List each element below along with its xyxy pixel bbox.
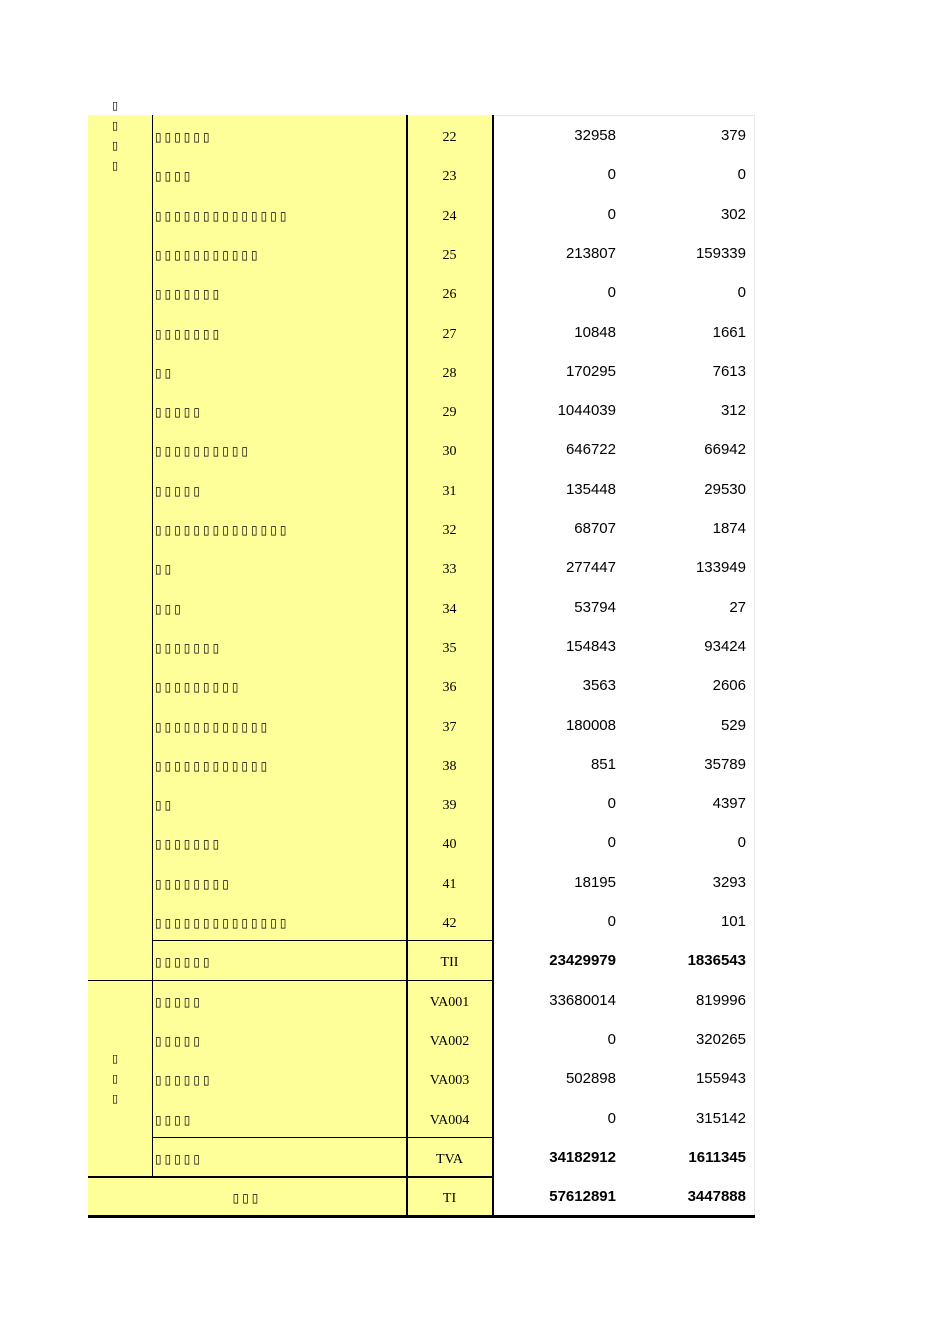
row-label: ▯▯▯▯▯▯▯▯ xyxy=(155,876,232,891)
row-value-col2: 0 xyxy=(737,834,746,852)
row-value-col2: 320265 xyxy=(695,1030,746,1048)
row-label: ▯▯ xyxy=(155,562,175,577)
row-code: 38 xyxy=(442,758,457,774)
rule-code-left xyxy=(406,115,408,1216)
row-value-col2: 529 xyxy=(720,716,746,734)
row-label: ▯▯▯▯▯ xyxy=(155,1151,204,1166)
row-value-col1: 0 xyxy=(607,834,616,852)
row-value-col2: 2606 xyxy=(712,677,746,695)
row-value-col1: 0 xyxy=(607,1030,616,1048)
row-value-col1: 0 xyxy=(607,1109,616,1127)
row-value-col1: 53794 xyxy=(574,598,616,616)
row-code: 42 xyxy=(442,916,457,931)
row-label: ▯▯▯▯▯▯▯▯▯▯ xyxy=(155,444,252,459)
row-value-col2: 133949 xyxy=(695,559,746,577)
row-value-col1: 135448 xyxy=(565,480,616,498)
row-value-col2: 66942 xyxy=(704,441,746,459)
row-value-col1: 34182912 xyxy=(549,1148,616,1166)
row-value-col1: 0 xyxy=(607,284,616,302)
row-value-col1: 851 xyxy=(590,755,616,773)
row-value-col2: 1611345 xyxy=(688,1148,746,1166)
row-value-col2: 1874 xyxy=(712,520,746,537)
row-code: 23 xyxy=(442,169,457,185)
row-value-col2: 379 xyxy=(720,127,746,144)
row-label: ▯▯▯▯ xyxy=(155,1112,194,1127)
row-label: ▯▯▯▯▯▯▯▯▯ xyxy=(155,680,242,695)
row-label: ▯▯▯ xyxy=(155,601,184,616)
row-value-col1: 1044039 xyxy=(557,402,616,420)
row-value-col2: 0 xyxy=(737,284,746,302)
rule-label-left xyxy=(152,115,153,1177)
row-value-col1: 0 xyxy=(607,166,616,184)
row-value-col1: 10848 xyxy=(574,323,616,341)
row-value-col2: 3293 xyxy=(712,873,746,891)
row-value-col1: 502898 xyxy=(565,1070,616,1088)
rule-data-left xyxy=(492,115,494,1216)
row-code: 34 xyxy=(442,601,457,617)
value-added-section-char-1: ▯ xyxy=(111,1052,119,1065)
row-label: ▯▯▯▯▯▯▯ xyxy=(155,326,223,341)
row-code: TII xyxy=(440,955,459,971)
intermediate-section-char-3: ▯ xyxy=(111,159,119,172)
rule-va-top xyxy=(88,980,493,981)
row-value-col2: 155943 xyxy=(695,1070,746,1088)
row-code: 29 xyxy=(442,405,457,421)
row-code: VA001 xyxy=(429,994,470,1010)
row-value-col1: 0 xyxy=(607,205,616,223)
row-label: ▯▯▯▯▯ xyxy=(155,405,204,420)
row-value-col2: 819996 xyxy=(695,991,746,1009)
row-label: ▯▯▯▯▯▯▯ xyxy=(155,837,223,852)
row-label: ▯▯▯▯▯▯ xyxy=(155,1073,213,1088)
row-label: ▯▯▯▯▯▯▯▯▯▯▯▯▯▯ xyxy=(155,208,290,223)
row-code: 31 xyxy=(442,483,457,499)
row-code: 39 xyxy=(442,798,457,814)
row-value-col2: 93424 xyxy=(704,637,746,655)
row-value-col1: 154843 xyxy=(565,637,616,655)
row-code: 30 xyxy=(442,444,457,460)
row-value-col1: 68707 xyxy=(574,520,616,537)
row-value-col1: 23429979 xyxy=(549,952,616,970)
rule-tii-top xyxy=(152,940,493,941)
row-value-col1: 277447 xyxy=(565,559,616,577)
section-label-column xyxy=(88,115,152,1177)
row-value-col2: 0 xyxy=(737,166,746,184)
row-value-col2: 1661 xyxy=(712,323,746,341)
row-value-col1: 3563 xyxy=(582,677,616,695)
rule-data-right-faint xyxy=(754,115,755,1215)
row-label: ▯▯▯ xyxy=(232,1191,262,1206)
row-label: ▯▯▯▯▯▯ xyxy=(155,130,213,144)
row-code: TVA xyxy=(436,1151,463,1167)
row-label: ▯▯ xyxy=(155,798,175,813)
row-value-col2: 159339 xyxy=(695,244,746,262)
row-label: ▯▯▯▯▯▯▯▯▯▯▯▯ xyxy=(155,758,271,773)
row-value-col1: 57612891 xyxy=(549,1188,616,1206)
row-code: 36 xyxy=(442,680,457,696)
row-code: VA003 xyxy=(429,1073,470,1089)
row-value-col2: 1836543 xyxy=(687,952,746,970)
row-code: 28 xyxy=(442,365,457,381)
row-value-col2: 29530 xyxy=(704,480,746,498)
row-label: ▯▯▯▯▯▯▯ xyxy=(155,287,223,302)
row-value-col2: 3447888 xyxy=(687,1188,746,1206)
intermediate-section-char-2: ▯ xyxy=(111,139,119,152)
row-value-col1: 0 xyxy=(607,795,616,813)
row-value-col1: 180008 xyxy=(565,716,616,734)
row-code: 24 xyxy=(442,208,457,224)
value-added-section-char-3: ▯ xyxy=(111,1092,119,1105)
row-value-col1: 18195 xyxy=(574,873,616,891)
sheet-top-char: ▯ xyxy=(111,99,119,112)
row-code: 32 xyxy=(442,523,457,538)
row-value-col1: 33680014 xyxy=(549,991,616,1009)
row-value-col1: 32958 xyxy=(574,127,616,144)
row-code: 40 xyxy=(442,837,457,853)
row-label: ▯▯▯▯▯▯▯ xyxy=(155,640,223,655)
row-label: ▯▯▯▯▯ xyxy=(155,483,204,498)
row-label: ▯▯▯▯▯ xyxy=(155,1033,204,1048)
row-value-col2: 312 xyxy=(720,402,746,420)
row-code: 35 xyxy=(442,640,457,656)
row-value-col2: 27 xyxy=(729,598,746,616)
row-code: 22 xyxy=(442,130,457,145)
rule-ti-top xyxy=(88,1176,493,1178)
row-code: 41 xyxy=(442,876,457,892)
rule-data-top-faint xyxy=(494,115,755,116)
row-value-col2: 7613 xyxy=(712,362,746,380)
row-label: ▯▯ xyxy=(155,365,175,380)
row-label: ▯▯▯▯▯ xyxy=(155,994,204,1009)
row-label: ▯▯▯▯ xyxy=(155,169,194,184)
row-label: ▯▯▯▯▯▯▯▯▯▯▯ xyxy=(155,247,261,262)
row-value-col2: 315142 xyxy=(695,1109,746,1127)
row-label: ▯▯▯▯▯▯▯▯▯▯▯▯▯▯ xyxy=(155,916,290,930)
row-code: 27 xyxy=(442,326,457,342)
row-code: TI xyxy=(442,1191,457,1207)
row-value-col2: 101 xyxy=(720,913,746,930)
row-value-col1: 646722 xyxy=(565,441,616,459)
row-label: ▯▯▯▯▯▯ xyxy=(155,955,213,970)
row-value-col2: 302 xyxy=(720,205,746,223)
row-value-col2: 4397 xyxy=(712,795,746,813)
row-value-col1: 170295 xyxy=(565,362,616,380)
rule-tva-top xyxy=(152,1137,493,1138)
intermediate-section-char-1: ▯ xyxy=(111,119,119,132)
row-code: 37 xyxy=(442,719,457,735)
rule-bottom xyxy=(88,1215,755,1218)
row-code: VA004 xyxy=(429,1112,470,1128)
row-value-col1: 0 xyxy=(607,913,616,930)
row-label: ▯▯▯▯▯▯▯▯▯▯▯▯▯▯ xyxy=(155,523,290,537)
row-label: ▯▯▯▯▯▯▯▯▯▯▯▯ xyxy=(155,719,271,734)
row-code: 25 xyxy=(442,247,457,263)
value-added-section-char-2: ▯ xyxy=(111,1072,119,1085)
row-code: VA002 xyxy=(429,1033,470,1049)
row-code: 26 xyxy=(442,287,457,303)
row-code: 33 xyxy=(442,562,457,578)
row-value-col1: 213807 xyxy=(565,244,616,262)
row-value-col2: 35789 xyxy=(704,755,746,773)
